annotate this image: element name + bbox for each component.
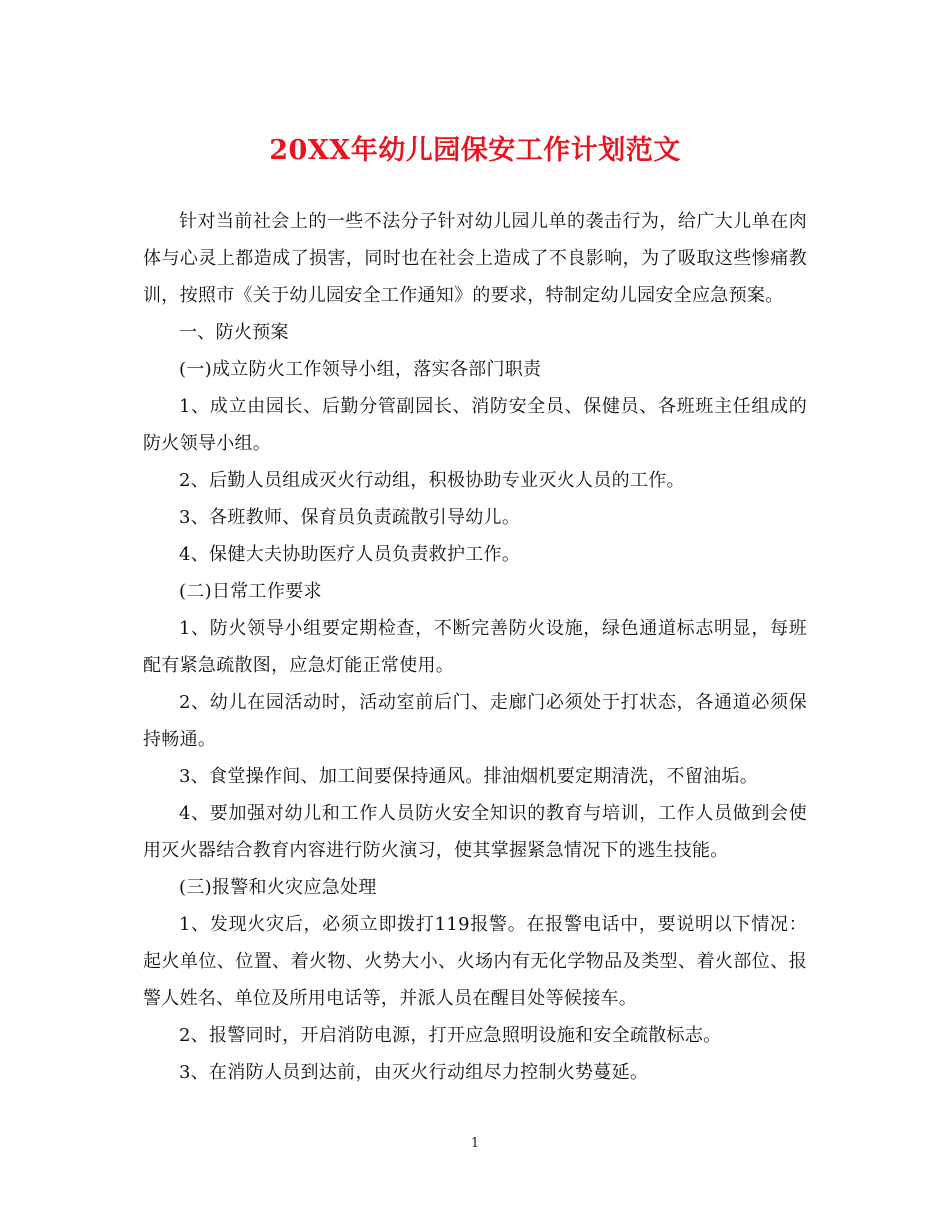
document-body xyxy=(143,203,807,1091)
list-item: 3、在消防人员到达前，由灭火行动组尽力控制火势蔓延。 xyxy=(179,1062,649,1083)
list-item: 1、成立由园长、后勤分管副园长、消防安全员、保健员、各班班主任组成的防火领导小组。 xyxy=(143,396,807,454)
list-item: 4、要加强对幼儿和工作人员防火安全知识的教育与培训，工作人员做到会使用灭火器结合教育内容进行防火演习，使其掌握紧急情况下的逃生技能。 xyxy=(143,803,807,861)
section-heading-fire-plan: 一、防火预案 xyxy=(179,322,289,343)
list-item: 3、食堂操作间、加工间要保持通风。排油烟机要定期清洗，不留油垢。 xyxy=(179,766,759,787)
subsection-heading-leadership-group: (一)成立防火工作领导小组，落实各部门职责 xyxy=(179,359,542,380)
list-item: 2、报警同时，开启消防电源，打开应急照明设施和安全疏散标志。 xyxy=(179,1025,722,1046)
subsection-heading-daily-requirements: (二)日常工作要求 xyxy=(179,581,322,602)
list-item: 1、防火领导小组要定期检查，不断完善防火设施，绿色通道标志明显，每班配有紧急疏散图，应急灯能正常使用。 xyxy=(143,618,807,676)
paragraph-intro: 针对当前社会上的一些不法分子针对幼儿园儿单的袭击行为，给广大儿单在肉体与心灵上都造成了损害，同时也在社会上造成了不良影响，为了吸取这些惨痛教训，按照市《关于幼儿园安全工作通知》的要求，特制定幼儿园安全应急预案。 xyxy=(143,211,807,306)
list-item: 4、保健大夫协助医疗人员负责救护工作。 xyxy=(179,544,521,565)
subsection-heading-alarm-response: (三)报警和火灾应急处理 xyxy=(179,877,377,898)
list-item: 2、后勤人员组成灭火行动组，积极协助专业灭火人员的工作。 xyxy=(179,470,685,491)
page-number: 1 xyxy=(470,1136,480,1151)
document-title: 20XX年幼儿园保安工作计划范文 xyxy=(269,135,681,166)
list-item: 1、发现火灾后，必须立即拨打119报警。在报警电话中，要说明以下情况：起火单位、位置、着火物、火势大小、火场内有无化学物品及类型、着火部位、报警人姓名、单位及所用电话等，并派人员在醒目处等候接车。 xyxy=(143,914,807,1009)
list-item: 3、各班教师、保育员负责疏散引导幼儿。 xyxy=(179,507,521,528)
list-item: 2、幼儿在园活动时，活动室前后门、走廊门必须处于打状态，各通道必须保持畅通。 xyxy=(143,692,807,750)
